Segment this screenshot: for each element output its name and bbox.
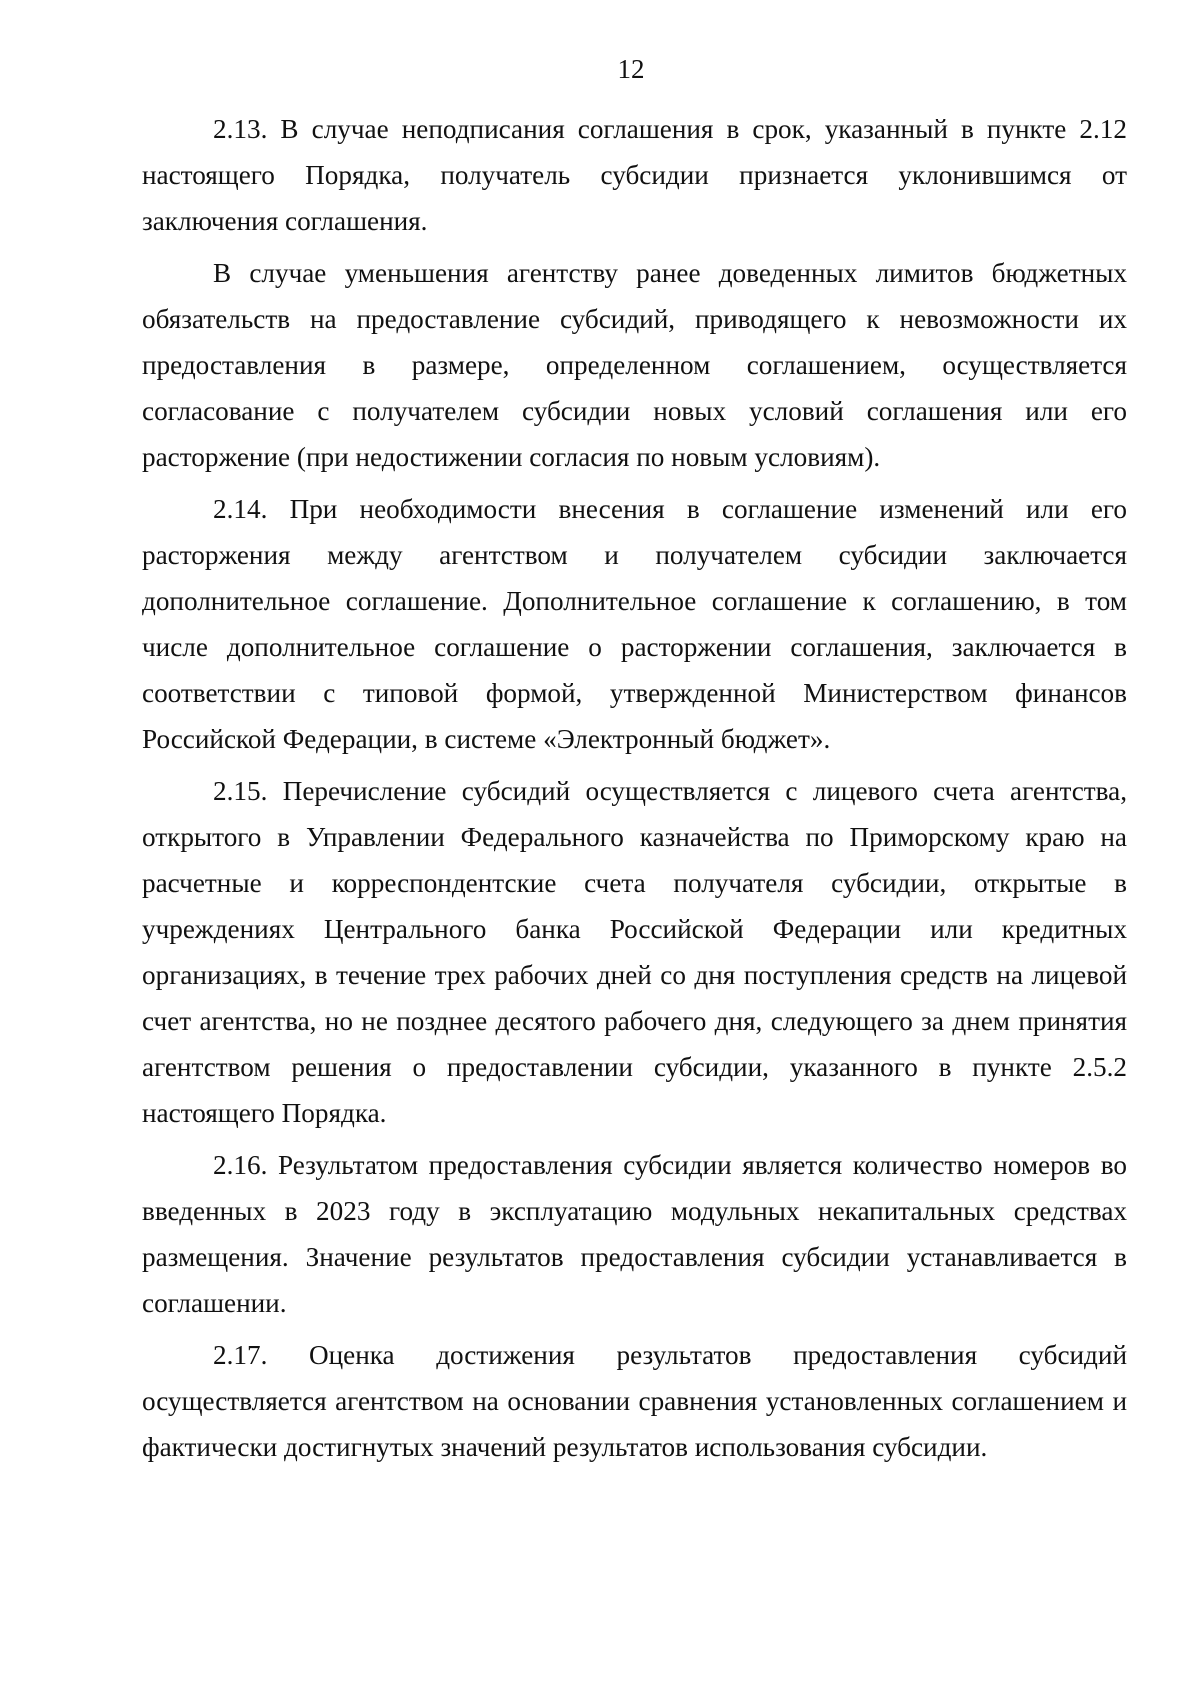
paragraph-2-16: 2.16. Результатом предоставления субсидии является количество номеров во введенных в 2023 году в эксплуатацию модульных некапитальных средствах размещения. Значение результатов предоставления субсидии устанавливается в соглашении. bbox=[142, 1150, 1127, 1318]
paragraph-2-13: 2.13. В случае неподписания соглашения в срок, указанный в пункте 2.12 настоящего Порядка, получатель субсидии признается уклонившимся от заключения соглашения. bbox=[142, 114, 1127, 236]
paragraph-2-17: 2.17. Оценка достижения результатов предоставления субсидий осуществляется агентством на основании сравнения установленных соглашением и фактически достигнутых значений результатов использования субсидии. bbox=[142, 1340, 1127, 1462]
page-number: 12 bbox=[617, 54, 645, 84]
document-body bbox=[142, 106, 1127, 1470]
paragraph-limits-reduction: В случае уменьшения агентству ранее доведенных лимитов бюджетных обязательств на предоставление субсидий, приводящего к невозможности их предоставления в размере, определенном соглашением, осуществляется согласование с получателем субсидии новых условий соглашения или его расторжение (при недостижении согласия по новым условиям). bbox=[142, 258, 1127, 472]
paragraph-2-14: 2.14. При необходимости внесения в соглашение изменений или его расторжения между агентством и получателем субсидии заключается дополнительное соглашение. Дополнительное соглашение к соглашению, в том числе дополнительное соглашение о расторжении соглашения, заключается в соответствии с типовой формой, утвержденной Министерством финансов Российской Федерации, в системе «Электронный бюджет». bbox=[142, 494, 1127, 754]
paragraph-2-15: 2.15. Перечисление субсидий осуществляется с лицевого счета агентства, открытого в Управлении Федерального казначейства по Приморскому краю на расчетные и корреспондентские счета получателя субсидии, открытые в учреждениях Центрального банка Российской Федерации или кредитных организациях, в течение трех рабочих дней со дня поступления средств на лицевой счет агентства, но не позднее десятого рабочего дня, следующего за днем принятия агентством решения о предоставлении субсидии, указанного в пункте 2.5.2 настоящего Порядка. bbox=[142, 776, 1127, 1128]
